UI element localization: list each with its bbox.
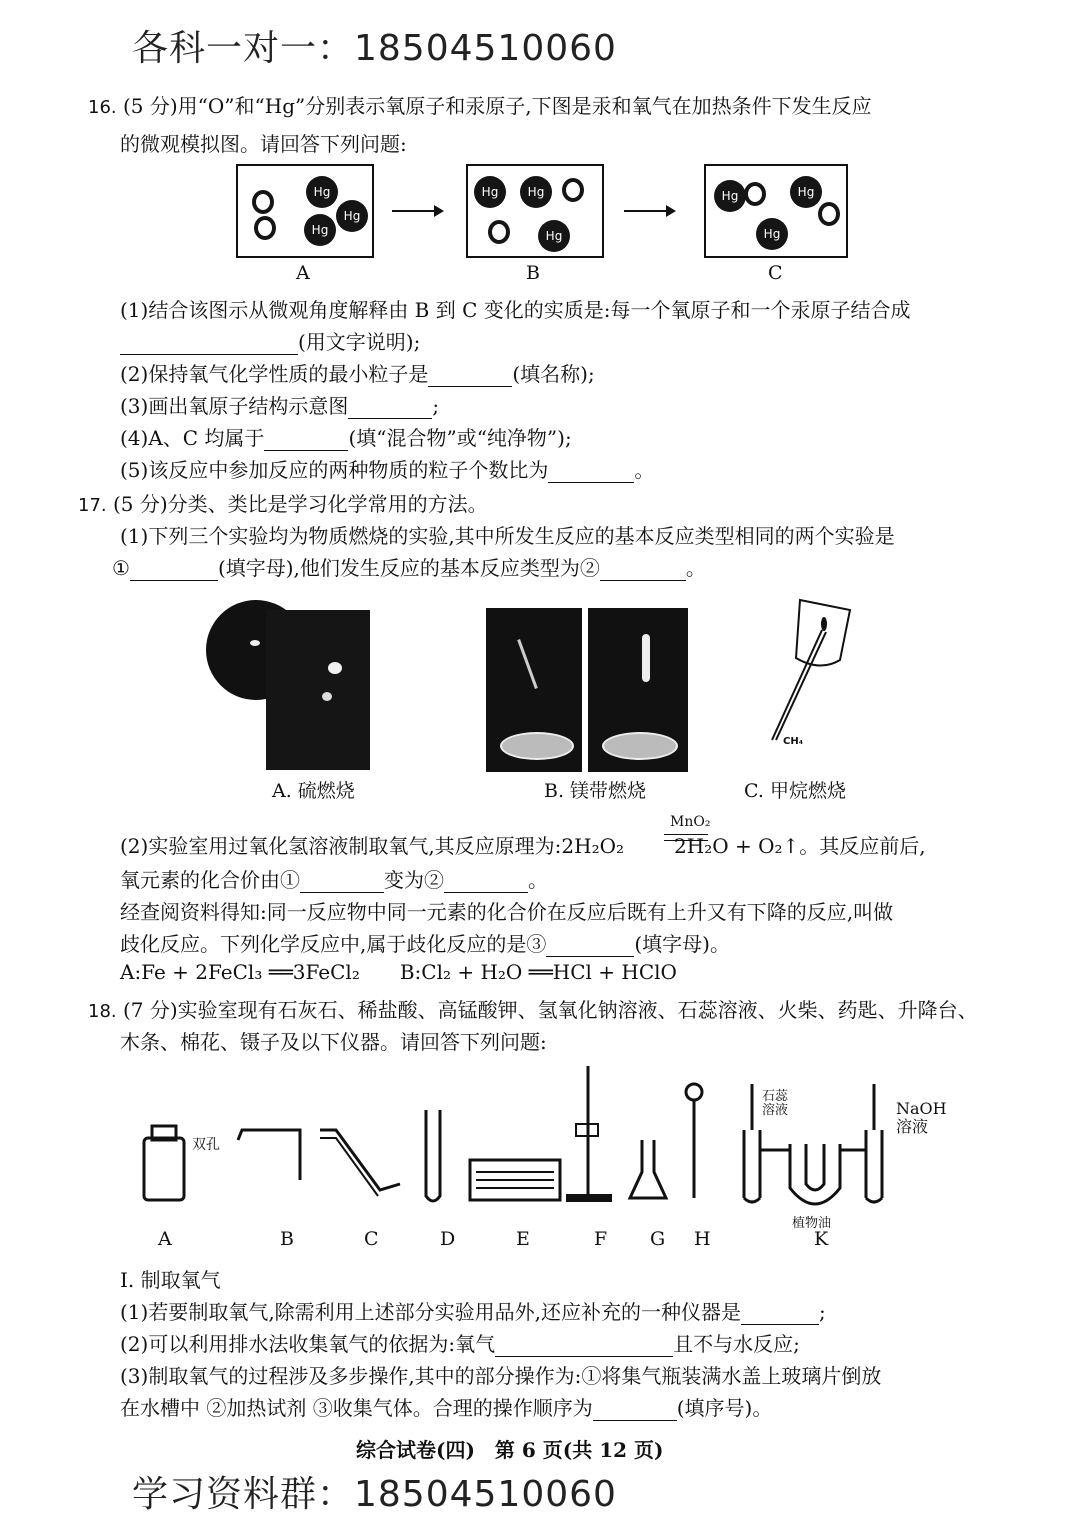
answer-blank[interactable] bbox=[548, 464, 634, 483]
label-shuangkong: 双孔 bbox=[192, 1137, 220, 1153]
footer-banner: 学习资料群：18504510060 bbox=[132, 1474, 617, 1515]
arrow-icon bbox=[624, 210, 674, 212]
mercury-atom: Hg bbox=[474, 176, 506, 208]
q16-line1: 16. (5 分)用“O”和“Hg”分别表示氧原子和汞原子,下图是汞和氧气在加热条件下发生反应 bbox=[88, 94, 872, 118]
fig-label-methane: C. 甲烷燃烧 bbox=[744, 780, 846, 802]
fig-label-magnesium: B. 镁带燃烧 bbox=[544, 780, 647, 802]
catalyst-label: MnO₂ bbox=[670, 814, 711, 830]
q16-p4: (4)A、C 均属于 (填“混合物”或“纯净物”); bbox=[120, 426, 572, 450]
app-label-b: B bbox=[280, 1228, 294, 1250]
mercury-atom: Hg bbox=[336, 200, 368, 232]
oxygen-atom bbox=[562, 178, 584, 202]
q17-p3: 经查阅资料得知:同一反应物中同一元素的化合价在反应后既有上升又有下降的反应,叫做 bbox=[120, 900, 894, 924]
q16-p5: (5)该反应中参加反应的两种物质的粒子个数比为 。 bbox=[120, 458, 655, 482]
q18-section: I. 制取氧气 bbox=[120, 1268, 221, 1292]
q18-line2: 木条、棉花、镊子及以下仪器。请回答下列问题: bbox=[120, 1030, 547, 1054]
ch4-label: CH₄ bbox=[783, 736, 804, 747]
fig-label-a: A bbox=[296, 262, 310, 284]
q17-p2b: 氧元素的化合价由① 变为② 。 bbox=[120, 868, 548, 892]
q16-line2: 的微观模拟图。请回答下列问题: bbox=[120, 132, 407, 156]
fig-label-b: B bbox=[526, 262, 540, 284]
oxygen-atom bbox=[744, 182, 766, 206]
answer-blank[interactable] bbox=[495, 1338, 673, 1357]
q18-p3a: (3)制取氧气的过程涉及多步操作,其中的部分操作为:①将集气瓶装满水盖上玻璃片倒放 bbox=[120, 1364, 882, 1388]
answer-blank[interactable] bbox=[348, 400, 432, 419]
app-label-f: F bbox=[594, 1228, 608, 1250]
answer-blank[interactable] bbox=[300, 874, 384, 893]
q18-line1: 18. (7 分)实验室现有石灰石、稀盐酸、高锰酸钾、氢氧化钠溶液、石蕊溶液、火柴、药匙、升降台、 bbox=[88, 998, 978, 1022]
app-label-a: A bbox=[158, 1228, 172, 1250]
magnesium-photo-2 bbox=[588, 608, 688, 772]
answer-blank[interactable] bbox=[593, 1402, 677, 1421]
answer-blank[interactable] bbox=[130, 562, 218, 581]
q16-p2: (2)保持氧气化学性质的最小粒子是 (填名称); bbox=[120, 362, 595, 386]
app-label-k: K bbox=[814, 1228, 829, 1250]
q18-p2: (2)可以利用排水法收集氧气的依据为:氧气 且不与水反应; bbox=[120, 1332, 800, 1356]
box-c bbox=[704, 164, 848, 258]
answer-blank[interactable] bbox=[546, 938, 634, 957]
answer-blank[interactable] bbox=[741, 1306, 819, 1325]
mercury-atom: Hg bbox=[304, 214, 336, 246]
box-b bbox=[466, 164, 604, 258]
methane-burning-diagram bbox=[760, 590, 870, 750]
sulfur-bottle-photo bbox=[266, 610, 370, 770]
mercury-atom: Hg bbox=[756, 218, 788, 250]
app-label-c: C bbox=[364, 1228, 379, 1250]
q16-p3: (3)画出氧原子结构示意图 ; bbox=[120, 394, 440, 418]
mercury-atom: Hg bbox=[714, 180, 746, 212]
label-zhiwuyou: 植物油 bbox=[792, 1216, 832, 1231]
answer-blank[interactable] bbox=[600, 562, 686, 581]
q17-p1b: ① (填字母),他们发生反应的基本反应类型为② 。 bbox=[112, 556, 706, 580]
answer-blank[interactable] bbox=[120, 336, 298, 355]
app-label-h: H bbox=[694, 1228, 711, 1250]
app-label-e: E bbox=[516, 1228, 530, 1250]
page-footer: 综合试卷(四) 第 6 页(共 12 页) bbox=[356, 1438, 664, 1462]
mercury-atom: Hg bbox=[538, 220, 570, 252]
magnesium-photo-1 bbox=[486, 608, 582, 772]
q18-p3b: 在水槽中 ②加热试剂 ③收集气体。合理的操作顺序为 (填序号)。 bbox=[120, 1396, 773, 1420]
fig-label-c: C bbox=[768, 262, 783, 284]
answer-blank[interactable] bbox=[428, 368, 512, 387]
header-banner: 各科一对一：18504510060 bbox=[132, 28, 617, 69]
q16-p1a: (1)结合该图示从微观角度解释由 B 到 C 变化的实质是:每一个氧原子和一个汞原子结合成 bbox=[120, 298, 911, 322]
q17-options: A:Fe + 2FeCl₃ ══3FeCl₂ B:Cl₂ + H₂O ══HCl + HClO bbox=[120, 960, 677, 984]
apparatus-diagram bbox=[130, 1060, 950, 1230]
oxygen-atom bbox=[254, 216, 276, 240]
answer-blank[interactable] bbox=[444, 874, 528, 893]
arrow-icon bbox=[392, 210, 442, 212]
q17-p4: 歧化反应。下列化学反应中,属于歧化反应的是③ (填字母)。 bbox=[120, 932, 730, 956]
box-a bbox=[236, 164, 374, 258]
oxygen-atom bbox=[488, 220, 510, 244]
q18-p1: (1)若要制取氧气,除需利用上述部分实验用品外,还应补充的一种仪器是 ; bbox=[120, 1300, 826, 1324]
mercury-atom: Hg bbox=[790, 176, 822, 208]
label-naoh: NaOH 溶液 bbox=[896, 1099, 947, 1136]
answer-blank[interactable] bbox=[264, 432, 348, 451]
app-label-d: D bbox=[440, 1228, 456, 1250]
q16-p1b: (用文字说明); bbox=[120, 326, 420, 355]
q17-line1: 17. (5 分)分类、类比是学习化学常用的方法。 bbox=[78, 492, 488, 516]
label-shirui: 石蕊溶液 bbox=[762, 1089, 789, 1118]
oxygen-atom bbox=[818, 202, 840, 226]
mercury-atom: Hg bbox=[306, 176, 338, 208]
app-label-g: G bbox=[650, 1228, 666, 1250]
q17-p1a: (1)下列三个实验均为物质燃烧的实验,其中所发生反应的基本反应类型相同的两个实验是 bbox=[120, 524, 895, 548]
fig-label-sulfur: A. 硫燃烧 bbox=[272, 780, 355, 802]
oxygen-atom bbox=[252, 190, 274, 214]
mercury-atom: Hg bbox=[520, 176, 552, 208]
q17-p2a: (2)实验室用过氧化氢溶液制取氧气,其反应原理为:2H₂O₂ 2H₂O + O₂↑。其反应前后, bbox=[120, 834, 926, 858]
